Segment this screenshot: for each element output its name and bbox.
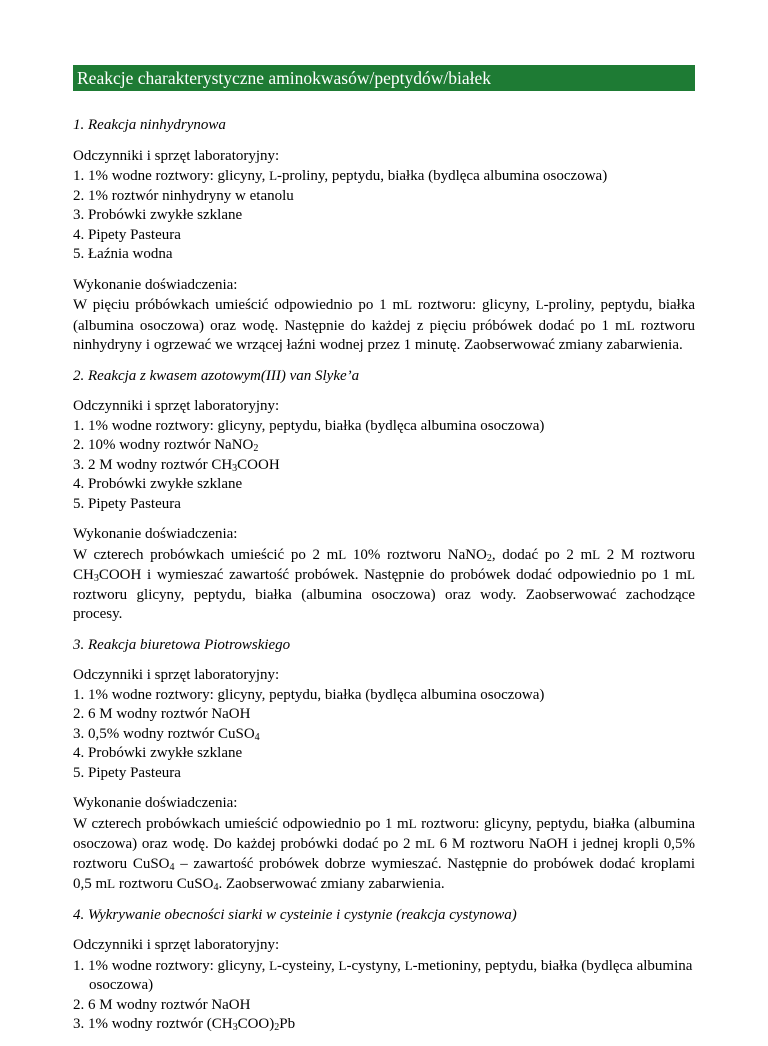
list-item: 1. 1% wodne roztwory: glicyny, peptydu, białka (bydlęca albumina osoczowa) [73, 417, 545, 434]
procedure-text: W czterech probówkach umieścić po 2 mL 10% roztworu NaNO$_2$, dodać po 2 mL 2 M roztworu $CH_3COOH$ i wymieszać zawartość probówek. Następnie do probówek dodać odpowiednio po 1 mL roztworu glicyny, peptydu, białka (albumina osoczowa) oraz wody. Zaobserwować zachodzące procesy. [73, 546, 695, 622]
list-item: 1. 1% wodne roztwory: glicyny, L-cysteiny, L-cystyny, L-metioniny, peptydu, białka (bydlęca albumina osoczowa) [73, 957, 693, 993]
page-title: Reakcje charakterystyczne aminokwasów/peptydów/białek [73, 65, 695, 91]
reagents-label: Odczynniki i sprzęt laboratoryjny: [73, 398, 280, 414]
list-item: 5. Łaźnia wodna [73, 246, 173, 262]
document-body [73, 116, 695, 1046]
procedure-label: Wykonanie doświadczenia: [73, 526, 238, 542]
list-item: 1. 1% wodne roztwory: glicyny, L-proliny, peptydu, białka (bydlęca albumina osoczowa) [73, 168, 608, 184]
procedure-text: W pięciu próbówkach umieścić odpowiednio po 1 mL roztworu: glicyny, L-proliny, peptydu, białka (albumina osoczowa) oraz wodę. Następnie do każdej z pięciu próbówek dodać po 1 mL roztworu ninhydryny i ogrzewać we wrzącej łaźni wodnej przez 1 minutę. Zaobserwować zmiany zabarwienia. [73, 297, 696, 353]
reagents-label: Odczynniki i sprzęt laboratoryjny: [73, 937, 280, 953]
list-item: 2. 6 M wodny roztwór NaOH [73, 996, 251, 1013]
section-heading: 4. Wykrywanie obecności siarki w cysteinie i cystynie (reakcja cystynowa) [73, 906, 517, 923]
list-item: 3. 0,5% wodny roztwór CuSO$_4$ [73, 725, 260, 743]
list-item: 3. 1% wodny roztwór $(CH_3COO)_2Pb$ [73, 1016, 296, 1033]
reagents-label: Odczynniki i sprzęt laboratoryjny: [73, 147, 280, 164]
list-item: 1. 1% wodne roztwory: glicyny, peptydu, białka (bydlęca albumina osoczowa) [73, 686, 545, 703]
procedure-label: Wykonanie doświadczenia: [73, 795, 238, 811]
section-heading: 1. Reakcja ninhydrynowa [73, 117, 226, 133]
procedure-text: W czterech probówkach umieścić odpowiednio po 1 mL roztworu: glicyny, peptydu, białka (albumina osoczowa) oraz wodę. Do każdej probówki dodać po 2 mL 6 M roztworu NaOH i jednej kropli 0,5% roztworu CuSO$_4$ – zawartość probówek dobrze wymieszać. Następnie do probówek dodać kroplami 0,5 mL roztworu CuSO$_4$. Zaobserwować zmiany zabarwienia. [73, 815, 695, 893]
section-van-slyke [73, 367, 695, 625]
list-item: 2. 1% roztwór ninhydryny w etanolu [73, 187, 294, 204]
section-ninhydrin [73, 116, 695, 356]
list-item: 3. Probówki zwykłe szklane [73, 207, 243, 223]
list-item: 4. Pipety Pasteura [73, 226, 181, 243]
section-cystine [73, 906, 695, 1035]
section-heading: 3. Reakcja biuretowa Piotrowskiego [73, 636, 291, 653]
list-item: 5. Pipety Pasteura [73, 764, 181, 781]
list-item: 5. Pipety Pasteura [73, 495, 181, 512]
list-item: 2. 10% wodny roztwór NaNO$_2$ [73, 437, 259, 454]
list-item: 3. 2 M wodny roztwór $CH_3COOH$ [73, 456, 280, 474]
reagents-label: Odczynniki i sprzęt laboratoryjny: [73, 667, 280, 683]
list-item: 4. Probówki zwykłe szklane [73, 476, 243, 492]
section-biuret [73, 636, 695, 895]
list-item: 4. Probówki zwykłe szklane [73, 745, 243, 761]
list-item: 2. 6 M wodny roztwór NaOH [73, 706, 251, 722]
procedure-label: Wykonanie doświadczenia: [73, 276, 238, 293]
section-heading: 2. Reakcja z kwasem azotowym(III) van Slyke’a [73, 367, 360, 384]
